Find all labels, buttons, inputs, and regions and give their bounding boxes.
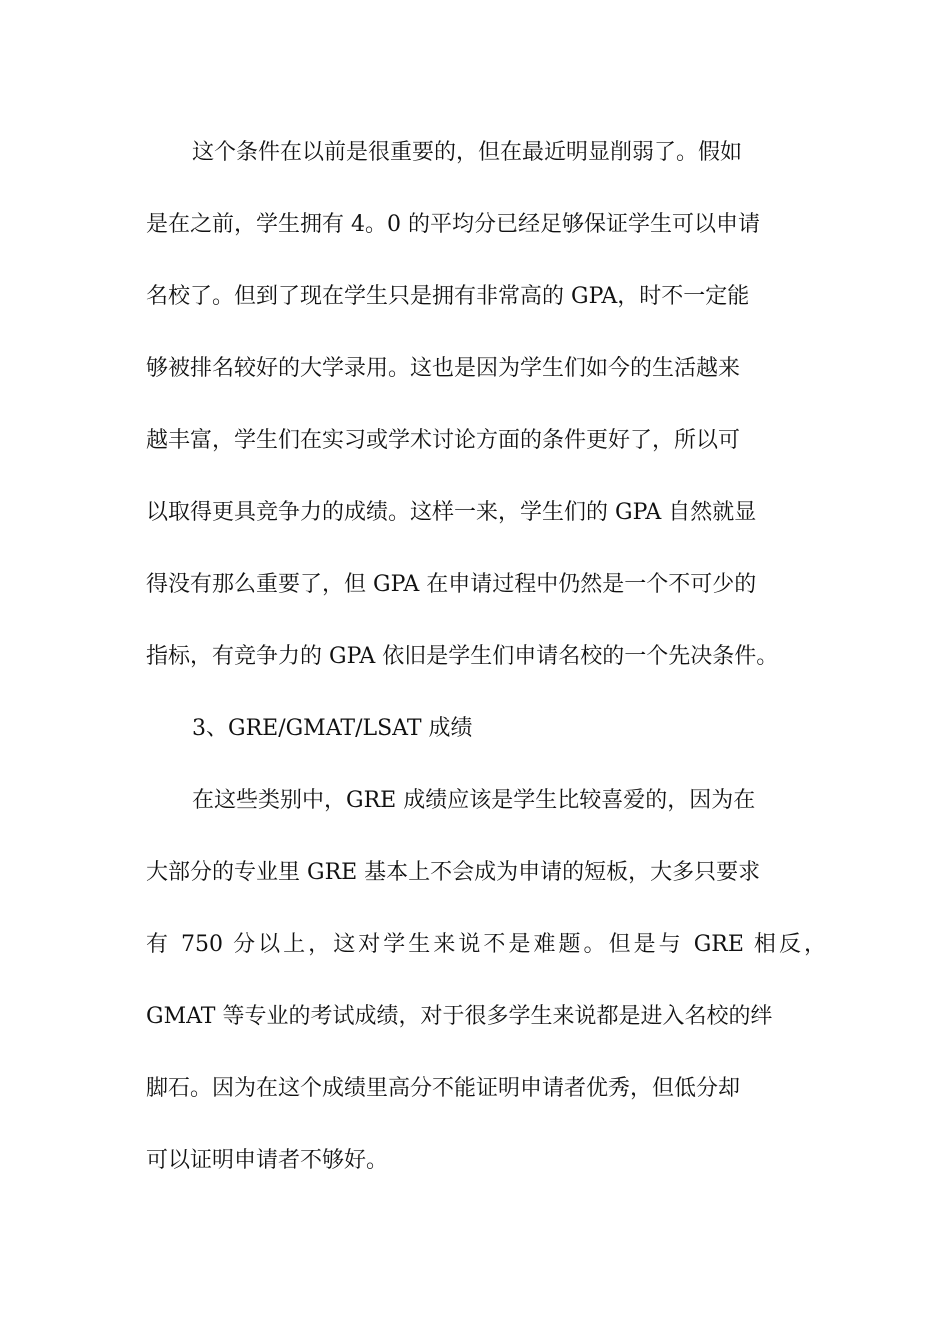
paragraph-line: 可以证明申请者不够好。 — [146, 1148, 389, 1173]
paragraph-line: 这个条件在以前是很重要的，但在最近明显削弱了。假如 — [192, 140, 743, 165]
paragraph-line: 以取得更具竞争力的成绩。这样一来，学生们的 GPA 自然就显 — [146, 500, 757, 525]
paragraph-line: 指标，有竞争力的 GPA 依旧是学生们申请名校的一个先决条件。 — [146, 644, 779, 669]
paragraph-line: 够被排名较好的大学录用。这也是因为学生们如今的生活越来 — [146, 356, 741, 381]
paragraph-line: 是在之前，学生拥有 4。0 的平均分已经足够保证学生可以申请 — [146, 212, 760, 237]
paragraph-line: 有 750 分以上，这对学生来说不是难题。但是与 GRE 相反， — [146, 932, 826, 957]
paragraph-line: 在这些类别中，GRE 成绩应该是学生比较喜爱的，因为在 — [192, 788, 756, 813]
paragraph-line: 名校了。但到了现在学生只是拥有非常高的 GPA，时不一定能 — [146, 284, 750, 309]
section-heading: 3、GRE/GMAT/LSAT 成绩 — [192, 716, 473, 741]
paragraph-line: 越丰富，学生们在实习或学术讨论方面的条件更好了，所以可 — [146, 428, 741, 453]
paragraph-line: 脚石。因为在这个成绩里高分不能证明申请者优秀，但低分却 — [146, 1076, 741, 1101]
paragraph-line: 大部分的专业里 GRE 基本上不会成为申请的短板，大多只要求 — [146, 860, 761, 885]
paragraph-line: 得没有那么重要了，但 GPA 在申请过程中仍然是一个不可少的 — [146, 572, 757, 597]
paragraph-line: GMAT 等专业的考试成绩，对于很多学生来说都是进入名校的绊 — [146, 1004, 773, 1029]
